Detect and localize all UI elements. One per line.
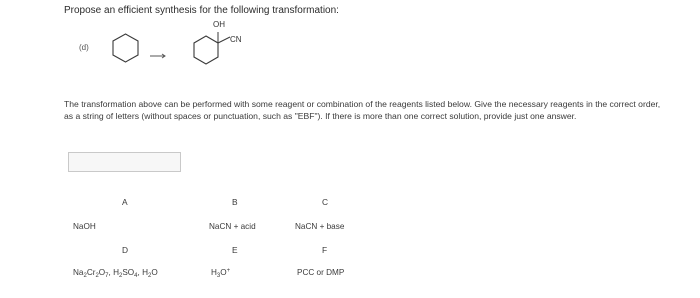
reagent-letter-f: F	[322, 245, 328, 255]
reagent-option-e: $H_3O^+$	[211, 268, 231, 279]
reagent-option-a: NaOH	[73, 222, 96, 231]
answer-field[interactable]	[68, 152, 181, 172]
question-description: The transformation above can be performed with some reagent or combination of the reagents listed below. Give the necessary reagents in the correct order, as a string of letters (without spaces or punctuation, such as "EBF"). If there is more than one correct solution, provide just one answer.	[64, 99, 661, 121]
reagent-letter-d: D	[122, 245, 129, 255]
question-prompt: Propose an efficient synthesis for the following transformation:	[64, 5, 339, 16]
cyclohexane-reactant	[113, 34, 138, 62]
reagent-letter-b: B	[232, 197, 238, 207]
hydroxyl-label: OH	[213, 20, 225, 29]
reagent-option-b: NaCN + acid	[209, 222, 256, 231]
reagent-letter-a: A	[122, 197, 128, 207]
reagent-letter-e: E	[232, 245, 238, 255]
part-label: (d)	[79, 43, 89, 52]
nitrile-label: CN	[230, 35, 242, 44]
cyanohydrin-product	[194, 36, 218, 64]
reagent-letter-c: C	[322, 197, 329, 207]
reagent-option-f: PCC or DMP	[297, 268, 345, 277]
reaction-arrow	[150, 54, 165, 58]
answer-input[interactable]	[69, 154, 180, 172]
reagent-option-d: $Na_2Cr_2O_7$, $H_2SO_4$, $H_2O$	[73, 268, 158, 279]
reaction-scheme	[0, 0, 700, 95]
reagent-option-c: NaCN + base	[295, 222, 345, 231]
